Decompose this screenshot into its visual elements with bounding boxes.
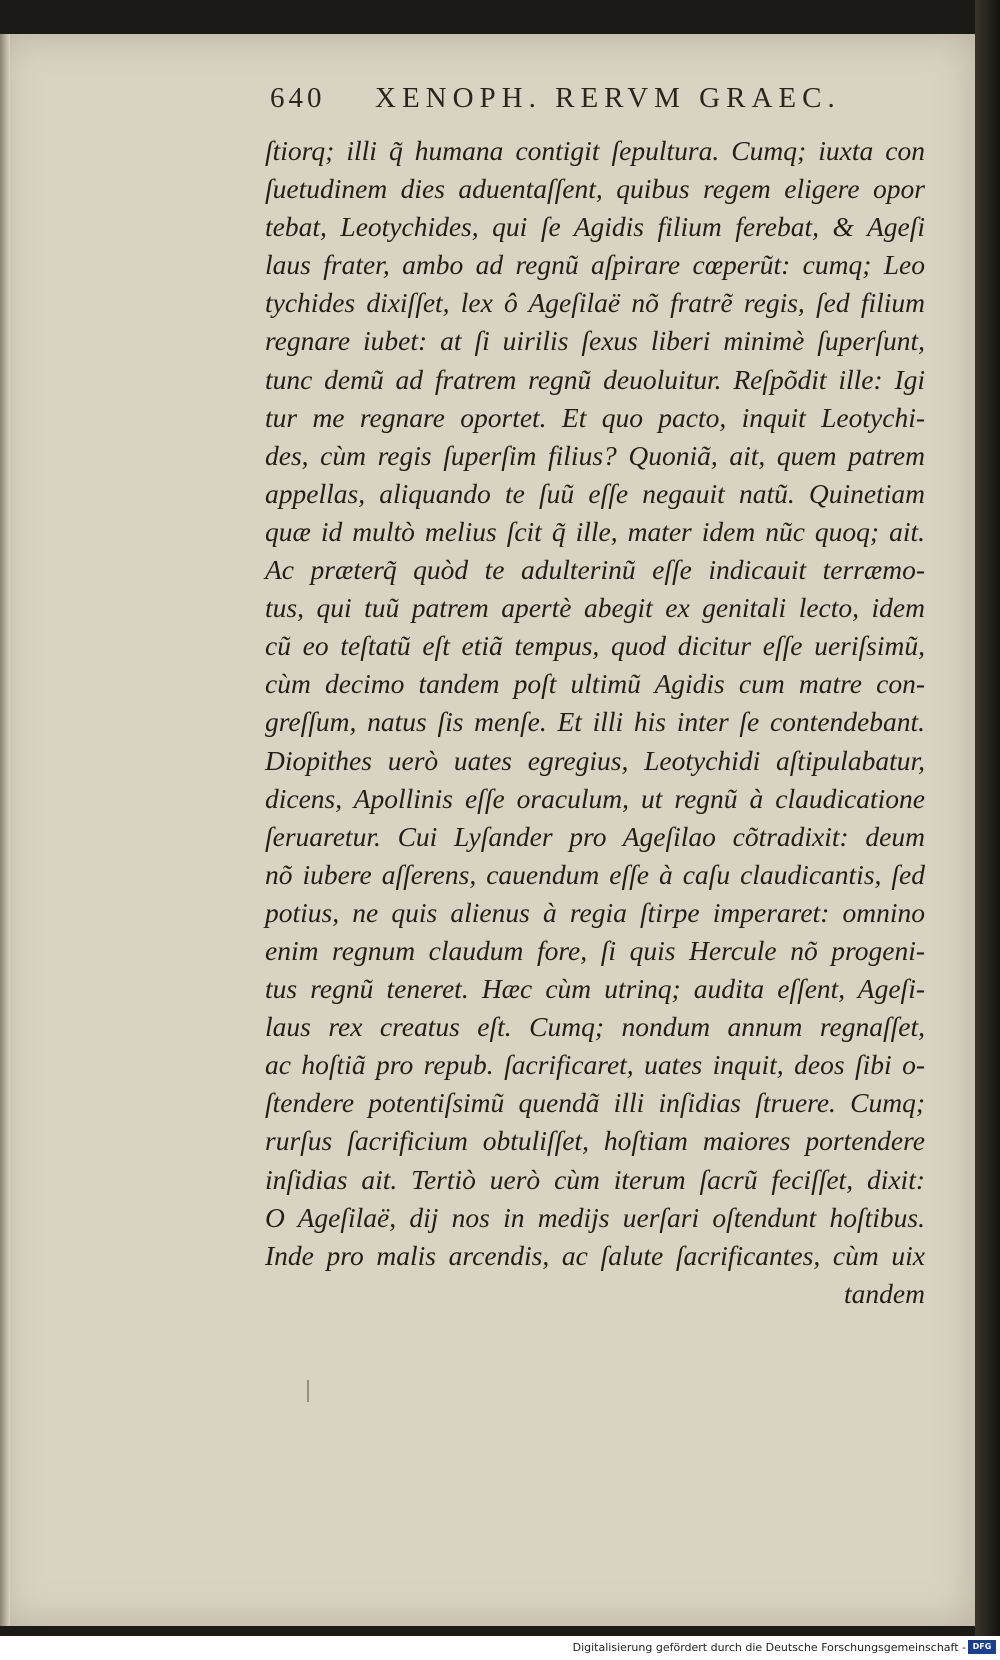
text-line: ac hoſtiã pro repub. ſacrificaret, uates inquit, deos ſibi o- xyxy=(265,1049,925,1081)
text-line: greſſum, natus ſis menſe. Et illi his inter ſe contendebant. xyxy=(265,706,925,738)
text-line: tychides dixiſſet, lex ô Ageſilaë nõ fratrẽ regis, ſed filium xyxy=(265,287,925,319)
text-line: quæ id multò melius ſcit q̃ ille, mater idem nũc quoq; ait. xyxy=(265,515,925,547)
text-line: Ac præterq̃ quòd te adulterinũ eſſe indicauit terræmo- xyxy=(265,554,925,586)
running-header xyxy=(270,82,840,122)
page-number: 640 xyxy=(270,82,326,114)
text-line: Diopithes uerò uates egregius, Leotychidi aſtipulabatur, xyxy=(265,744,925,776)
text-line: rurſus ſacrificium obtuliſſet, hoſtiam maiores portendere xyxy=(265,1125,925,1157)
text-line: tus, qui tuũ patrem apertè abegit ex genitali lecto, idem xyxy=(265,592,925,624)
text-line: ſeruaretur. Cui Lyſander pro Ageſilao cõtradixit: deum xyxy=(265,820,925,852)
digitization-footer xyxy=(0,1636,1000,1660)
text-line: laus rex creatus eſt. Cumq; nondum annum regnaſſet, xyxy=(265,1011,925,1043)
text-line: O Ageſilaë, dij nos in medijs uerſari oſtendunt hoſtibus. xyxy=(265,1201,925,1233)
text-line: enim regnum claudum fore, ſi quis Hercule nõ progeni- xyxy=(265,934,925,966)
text-line: potius, ne quis alienus à regia ſtirpe imperaret: omnino xyxy=(265,896,925,928)
text-line: Inde pro malis arcendis, ac ſalute ſacrificantes, cùm uix xyxy=(265,1239,925,1271)
text-line: ſtiorq; illi q̃ humana contigit ſepultura. Cumq; iuxta con xyxy=(265,135,925,166)
text-line: cùm decimo tandem poſt ultimũ Agidis cum matre con- xyxy=(265,668,925,700)
paper-mark xyxy=(307,1380,309,1402)
catchword: tandem xyxy=(844,1277,925,1309)
text-line: regnare iubet: at ſi uirilis ſexus liberi minimè ſuperſunt, xyxy=(265,325,925,357)
text-line: nõ iubere aſſerens, cauendum eſſe à caſu claudicantis, ſed xyxy=(265,858,925,890)
text-line: tur me regnare oportet. Et quo pacto, inquit Leotychi- xyxy=(265,401,925,433)
page-gutter-shadow xyxy=(0,34,10,1626)
text-line: des, cùm regis ſuperſim filius? Quoniã, ait, quem patrem xyxy=(265,439,925,471)
text-line: dicens, Apollinis eſſe oraculum, ut regnũ à claudicatione xyxy=(265,782,925,814)
text-line: ſuetudinem dies aduentaſſent, quibus regem eligere opor xyxy=(265,173,925,205)
body-text xyxy=(265,132,925,1313)
running-title: XENOPH. RERVM GRAEC. xyxy=(375,82,841,114)
text-line: tus regnũ teneret. Hæc cùm utrinq; audita eſſent, Ageſi- xyxy=(265,973,925,1005)
text-line: appellas, aliquando te ſuũ eſſe negauit natũ. Quinetiam xyxy=(265,477,925,509)
text-line: cũ eo teſtatũ eſt etiã tempus, quod dicitur eſſe ueriſsimũ, xyxy=(265,630,925,662)
text-line: inſidias ait. Tertiò uerò cùm iterum ſacrũ feciſſet, dixit: xyxy=(265,1163,925,1195)
text-line: tunc demũ ad fratrem regnũ deuoluitur. Reſpõdit ille: Igi xyxy=(265,363,925,395)
text-line: tebat, Leotychides, qui ſe Agidis filium ferebat, & Ageſi xyxy=(265,211,925,243)
text-line: ſtendere potentiſsimũ quendã illi inſidias ſtruere. Cumq; xyxy=(265,1087,925,1119)
text-line: laus frater, ambo ad regnũ aſpirare cœperũt: cumq; Leo xyxy=(265,249,925,281)
dfg-logo: DFG xyxy=(968,1640,996,1654)
funding-credit: Digitalisierung gefördert durch die Deutsche Forschungsgemeinschaft - xyxy=(572,1641,966,1654)
book-edge xyxy=(975,0,1000,1660)
